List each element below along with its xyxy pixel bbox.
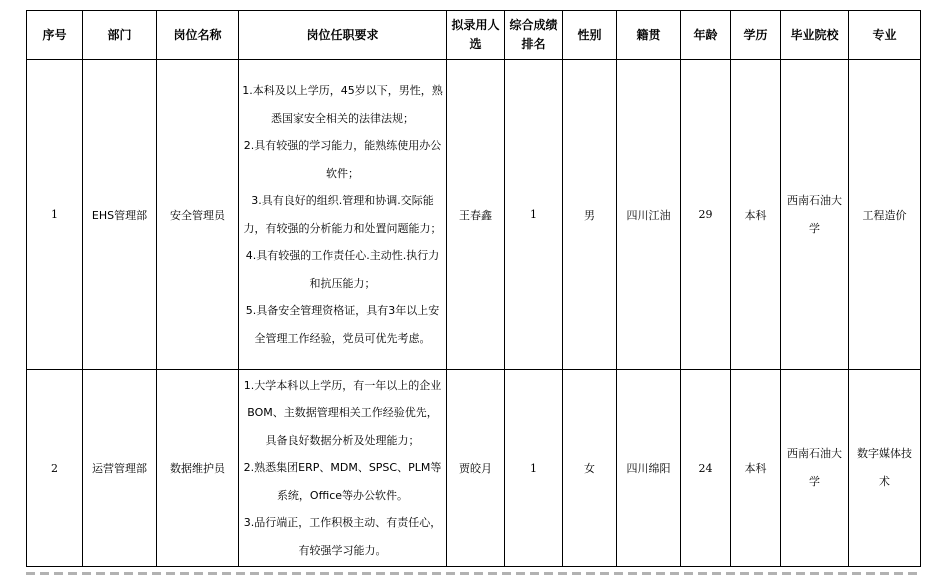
cell-gender: 男 [563, 60, 617, 370]
cell-requirements [239, 370, 447, 567]
cell-rank: 1 [505, 60, 563, 370]
header-rank: 综合成绩排名 [505, 11, 563, 60]
header-gender: 性别 [563, 11, 617, 60]
cell-education: 本科 [731, 370, 781, 567]
cell-dept: 运营管理部 [83, 370, 157, 567]
cell-school: 西南石油大学 [781, 370, 849, 567]
requirement-item: 1.本科及以上学历，45岁以下，男性，熟悉国家安全相关的法律法规； [242, 84, 443, 125]
requirement-item: 3.品行端正，工作积极主动、有责任心，有较强学习能力。 [243, 516, 442, 557]
requirement-item: 1.大学本科以上学历，有一年以上的企业BOM、主数据管理相关工作经验优先，具备良好数据分析及处理能力； [243, 378, 442, 447]
cell-origin: 四川江油 [617, 60, 681, 370]
header-education: 学历 [731, 11, 781, 60]
header-row [27, 11, 921, 60]
cell-seq: 1 [27, 60, 83, 370]
cell-position: 数据维护员 [157, 370, 239, 567]
cell-candidate: 贾皎月 [447, 370, 505, 567]
cell-school: 西南石油大学 [781, 60, 849, 370]
header-dept: 部门 [83, 11, 157, 60]
requirement-item: 3.具有良好的组织.管理和协调.交际能力，有较强的分析能力和处置问题能力； [243, 194, 442, 235]
requirement-item: 2.具有较强的学习能力，能熟练使用办公软件； [243, 139, 442, 180]
header-school: 毕业院校 [781, 11, 849, 60]
header-requirements: 岗位任职要求 [239, 11, 447, 60]
cell-gender: 女 [563, 370, 617, 567]
header-major: 专业 [849, 11, 921, 60]
cell-major: 数字媒体技术 [849, 370, 921, 567]
requirement-item: 2.熟悉集团ERP、MDM、SPSC、PLM等系统，Office等办公软件。 [243, 461, 442, 502]
cell-seq: 2 [27, 370, 83, 567]
table-row [27, 60, 921, 370]
cell-rank: 1 [505, 370, 563, 567]
cell-requirements [239, 60, 447, 370]
recruitment-table [26, 10, 921, 567]
cell-age: 29 [681, 60, 731, 370]
cell-position: 安全管理员 [157, 60, 239, 370]
cell-major: 工程造价 [849, 60, 921, 370]
cell-age: 24 [681, 370, 731, 567]
header-position: 岗位名称 [157, 11, 239, 60]
cell-candidate: 王春鑫 [447, 60, 505, 370]
header-age: 年龄 [681, 11, 731, 60]
cell-education: 本科 [731, 60, 781, 370]
cell-dept: EHS管理部 [83, 60, 157, 370]
cell-origin: 四川绵阳 [617, 370, 681, 567]
requirement-item: 5.具备安全管理资格证，具有3年以上安全管理工作经验，党员可优先考虑。 [245, 304, 440, 345]
requirement-item: 4.具有较强的工作责任心.主动性.执行力和抗压能力； [245, 249, 440, 290]
header-origin: 籍贯 [617, 11, 681, 60]
header-candidate: 拟录用人选 [447, 11, 505, 60]
header-seq: 序号 [27, 11, 83, 60]
table-row [27, 370, 921, 567]
